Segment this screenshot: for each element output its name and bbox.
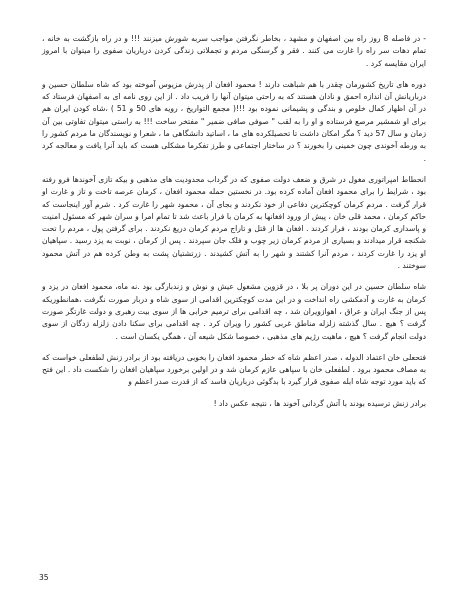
body-text xyxy=(42,33,426,419)
paragraph-3: انحطاط امپراتوری مغول در شرق و ضعف دولت صفوی که در گرداب محدودیت های مذهبی و بیکه تازی آخوندها فرو رفته بود ، شرایط را برای محمود افغان آماده کرده بود. در نخستین حمله محمود افغان ، کرمان عرصه تاخت و تاز و غارت او قرار گرفت . مردم کرمان کوچکترین دفاعی از خود نکردند و بجای آن ، محمود شهر را غارت کرد . شرم آور اینجاست که حاکم کرمان ، محمد قلی خان ، پیش از ورود افغانها به کرمان با فرار باعث شد تا تمام امرا و سران شهر که مسئول امنیت و پاسداری کرمان بودند ، فرار کردند . افغان ها از قتل و تاراج مردم کرمان دریغ نکردند . برای گرفتن پول ، مردم را تحت شکنجه قرار میدادند و بسیاری از مردم کرمان زیر چوب و فلک جان سپردند . پس از کرمان ، نوبت به یزد رسید . سپاهیان او یزد را غارت کردند ، مردم آنرا کشتند و شهر را به آتش کشیدند . زرتشتیان پشت به وطن کرده هم در آتش محمود سوختند . xyxy=(42,174,426,271)
paragraph-4: شاه سلطان حسین در این دوران پر بلا ، در قزوین مشغول عیش و نوش و زندبارگی بود .نه ماه، محمود افغان در یزد و کرمان به غارت و آدمکشی راه انداخت و در این مدت کوچکترین اقدامی از سوی شاه و دربار صورت نگرفت ،همانطوریکه پس از جنگ ایران و عراق ، اهوازویران شد ، چه اقدامی برای ترمیم خرابی ها از سوی بیت رهبری و دولت غارتگر صورت گرفت ؟ هیچ . سال گذشته زلزله مناطق غربی کشور را ویران کرد . چه اقدامی برای سکنا دادن زلزله زدگان از سوی دولت انجام گرفت ؟ هیچ ، ماهیت رژیم های مذهبی ، خصوصا شکل شیعه آن ، همگی یکسان است . xyxy=(42,282,426,341)
page-number: 35 xyxy=(39,573,49,582)
paragraph-1: - در فاصله 8 روز راه بین اصفهان و مشهد ، بخاطر نگرفتن مواجب سربه شورش میزنند !!! و در راه بازگشت به خانه ، تمام دهات سر راه را غارت می کنند . فقر و گرسنگی مردم و تجملاتی زندگی کردن درباریان صفوی را میتوان با امروز ایران مقایسه کرد . xyxy=(42,34,426,68)
paragraph-6: برادر زنش ترسیده بودند با آتش گردانی آخوند ها ، نتیجه عکس داد ! xyxy=(213,398,426,408)
paragraph-2: دوره های تاریخ کشورمان چقدر با هم شباهت دارند ! محمود افغان از پدرش مزیوس آموخته بود که شاه سلطان حسین و درباریانش آن اندازه احمق و نادان هستند که به راحتی میتوان آنها را فریب داد . از این روی نامه ای به اصفهان فرستاد که در آن اظهار کمال خلوص و بندگی و پشیمانی نموده بود !!!( مجمع التواریخ ، رویه های 50 و 51 ) ،شاه کودن ایران هم برای او شمشیر مرصع فرستاده و او را به لقب " صوفی صافی ضمیر " مفتخر ساخت !!! به راستی میتوان تفاوتی بین آن زمان و سال 57 دید ؟ مگر امکان داشت تا تحصیلکرده های ما ، اساتید دانشگاهی ما ، شعرا و نویسندگان ما مردم کشور را به ورطه آخوندی چون خمینی را بخورند ؟ در ساختار اجتماعی و طرز تفکرما مشکلی هست که باید آنرا یافت و معالجه کرد . xyxy=(42,79,426,163)
paragraph-5: فتحعلی خان اعتماد الدوله ، صدر اعظم شاه که خطر محمود افغان را بخوبی دریافته بود از برادر زنش لطفعلی خواست که به مصاف محمود برود . لطفعلی خان با سپاهی عازم کرمان شد و در اولین برخورد سپاهیان افغان را شکست داد . این فتح که باید مورد توجه شاه ابله صفوی قرار گیرد با بدگوئی درباریان فاسد که از قدرت صدر اعظم و xyxy=(42,352,426,387)
